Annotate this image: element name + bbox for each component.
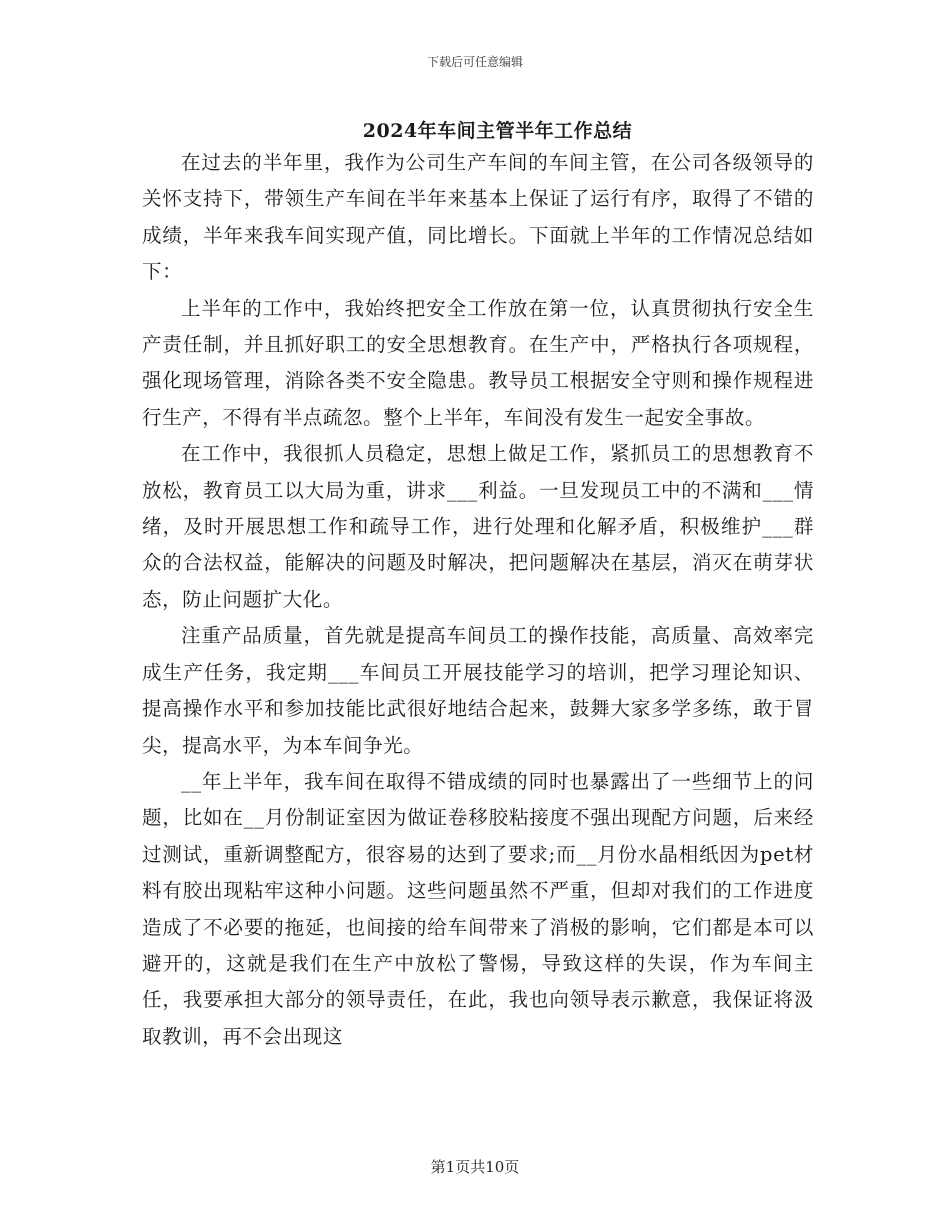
- paragraph-5: __年上半年，我车间在取得不错成绩的同时也暴露出了一些细节上的问题，比如在__月份制证室因为做证卷移胶粘接度不强出现配方问题，后来经过测试，重新调整配方，很容易的达到了要求;而__月份水晶相纸因为pet材料有胶出现粘牢这种小问题。这些问题虽然不严重，但却对我们的工作进度造成了不必要的拖延，也间接的给车间带来了消极的影响，它们都是本可以避开的，这就是我们在生产中放松了警惕，导致这样的失误，作为车间主任，我要承担大部分的领导责任，在此，我也向领导表示歉意，我保证将汲取教训，再不会出现这: [142, 769, 814, 1048]
- document-title: 2024年车间主管半年工作总结: [362, 120, 633, 142]
- paragraph-2: 上半年的工作中，我始终把安全工作放在第一位，认真贯彻执行安全生产责任制，并且抓好职工的安全思想教育。在生产中，严格执行各项规程，强化现场管理，消除各类不安全隐患。教导员工根据安全守则和操作规程进行生产，不得有半点疏忽。整个上半年，车间没有发生一起安全事故。: [142, 296, 814, 429]
- paragraph-3: 在工作中，我很抓人员稳定，思想上做足工作，紧抓员工的思想教育不放松，教育员工以大局为重，讲求___利益。一旦发现员工中的不满和___情绪，及时开展思想工作和疏导工作，进行处理和化解矛盾，积极维护___群众的合法权益，能解决的问题及时解决，把问题解决在基层，消灭在萌芽状态，防止问题扩大化。: [142, 442, 814, 611]
- page-number-footer: 第1页共10页: [430, 1158, 520, 1176]
- paragraph-1: 在过去的半年里，我作为公司生产车间的车间主管，在公司各级领导的关怀支持下，带领生产车间在半年来基本上保证了运行有序，取得了不错的成绩，半年来我车间实现产值，同比增长。下面就上半年的工作情况总结如下：: [142, 151, 814, 284]
- document-body: [142, 145, 814, 1055]
- paragraph-4: 注重产品质量，首先就是提高车间员工的操作技能，高质量、高效率完成生产任务，我定期___车间员工开展技能学习的培训，把学习理论知识、提高操作水平和参加技能比武很好地结合起来，鼓舞大家多学多练，敢于冒尖，提高水平，为本车间争光。: [142, 624, 814, 757]
- header-note: 下载后可任意编辑: [426, 55, 523, 69]
